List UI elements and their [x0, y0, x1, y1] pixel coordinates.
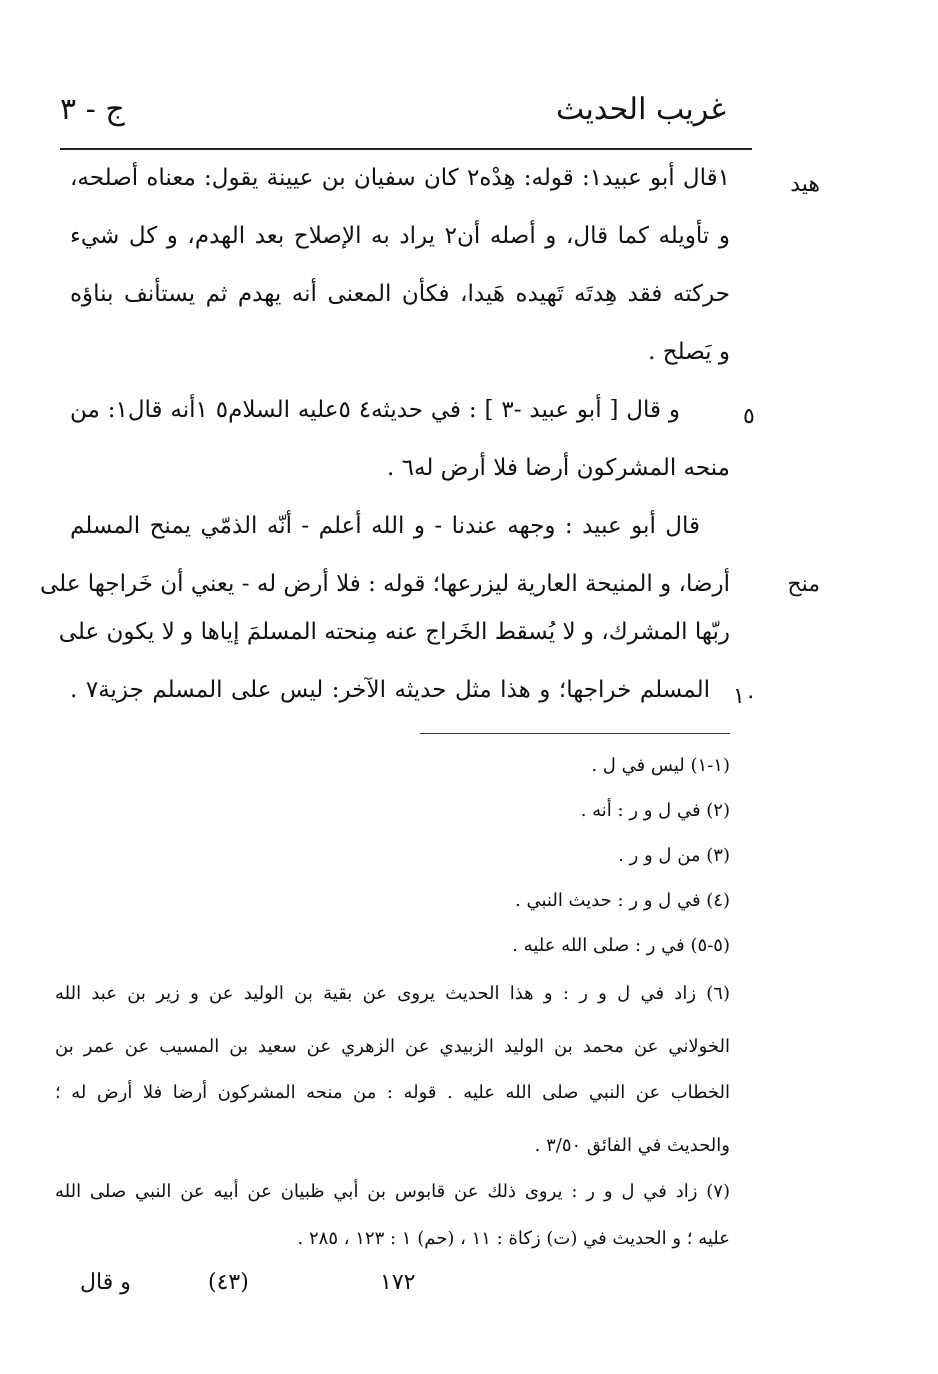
line-number-10: ١٠	[733, 684, 757, 709]
main-text-line: و تأويله كما قال، و أصله أن٢ يراد به الإصلاح بعد الهدم، و كل شيء	[70, 223, 731, 249]
main-text-line: منحه المشركون أرضا فلا أرض له٦ .	[387, 455, 730, 481]
main-text-line: و قال [ أبو عبيد -٣ ] : في حديثه٤ ٥عليه السلام٥ ١أنه قال١: من	[70, 397, 680, 423]
footnote-line: الخولاني عن محمد بن الوليد الزبيدي عن الزهري عن سعيد بن المسيب عن عمر بن	[55, 1036, 730, 1057]
footnote-line: (٢) في ل و ر : أنه .	[580, 800, 730, 821]
footnote-line: (١-١) ليس في ل .	[591, 755, 730, 776]
main-text-line: ١قال أبو عبيد١: قوله: هِدْه٢ كان سفيان بن عيينة يقول: معناه أصلحه،	[70, 165, 731, 191]
line-number-5: ٥	[743, 404, 755, 429]
footnote-line: (٤) في ل و ر : حديث النبي .	[515, 890, 730, 911]
volume-page-number: (٤٣)	[208, 1270, 249, 1295]
page-number: ١٧٢	[380, 1270, 416, 1295]
footnote-separator	[420, 733, 730, 734]
footnote-line: الخطاب عن النبي صلى الله عليه . قوله : من منحه المشركون أرضا فلا أرض له ؛	[55, 1082, 730, 1103]
footnote-line: (٧) زاد في ل و ر : يروى ذلك عن قابوس بن أبي ظبيان عن أبيه عن النبي صلى الله	[55, 1181, 730, 1202]
footnote-line: (٦) زاد في ل و ر : و هذا الحديث يروى عن بقية بن الوليد عن و زير بن عبد الله	[55, 983, 730, 1004]
part-number: ج - ٣	[60, 92, 125, 127]
footnote-line: (٣) من ل و ر .	[618, 845, 730, 866]
footnote-line: عليه ؛ و الحديث في (ت) زكاة : ١١ ، (حم) ١ : ١٢٣ ، ٢٨٥ .	[297, 1228, 730, 1249]
margin-keyword-hyd: هيد	[790, 172, 820, 197]
catchword: و قال	[80, 1270, 131, 1295]
footnote-line: (٥-٥) في ر : صلى الله عليه .	[512, 935, 730, 956]
main-text-line: حركته فقد هِدتَه تَهيده هَيدا، فكأن المعنى أنه يهدم ثم يستأنف بناؤه	[70, 281, 730, 307]
main-text-line: المسلم خراجها؛ و هذا مثل حديثه الآخر: ليس على المسلم جزية٧ .	[70, 677, 710, 703]
main-text-line: و يَصلح .	[648, 339, 730, 365]
footnote-line: والحديث في الفائق ٣/٥٠ .	[534, 1135, 730, 1156]
main-text-line: ربّها المشرك، و لا يُسقط الخَراج عنه مِنحته المسلمَ إياها و لا يكون على	[58, 619, 730, 645]
header-rule	[60, 148, 752, 150]
main-text-line: أرضا، و المنيحة العارية ليزرعها؛ قوله : فلا أرض له - يعني أن خَراجها على	[39, 571, 730, 597]
margin-keyword-manh: منح	[787, 572, 820, 597]
main-text-line: قال أبو عبيد : وجهه عندنا - و الله أعلم - أنّه الذمّي يمنح المسلم	[70, 513, 700, 539]
running-title: غريب الحديث	[556, 92, 726, 127]
